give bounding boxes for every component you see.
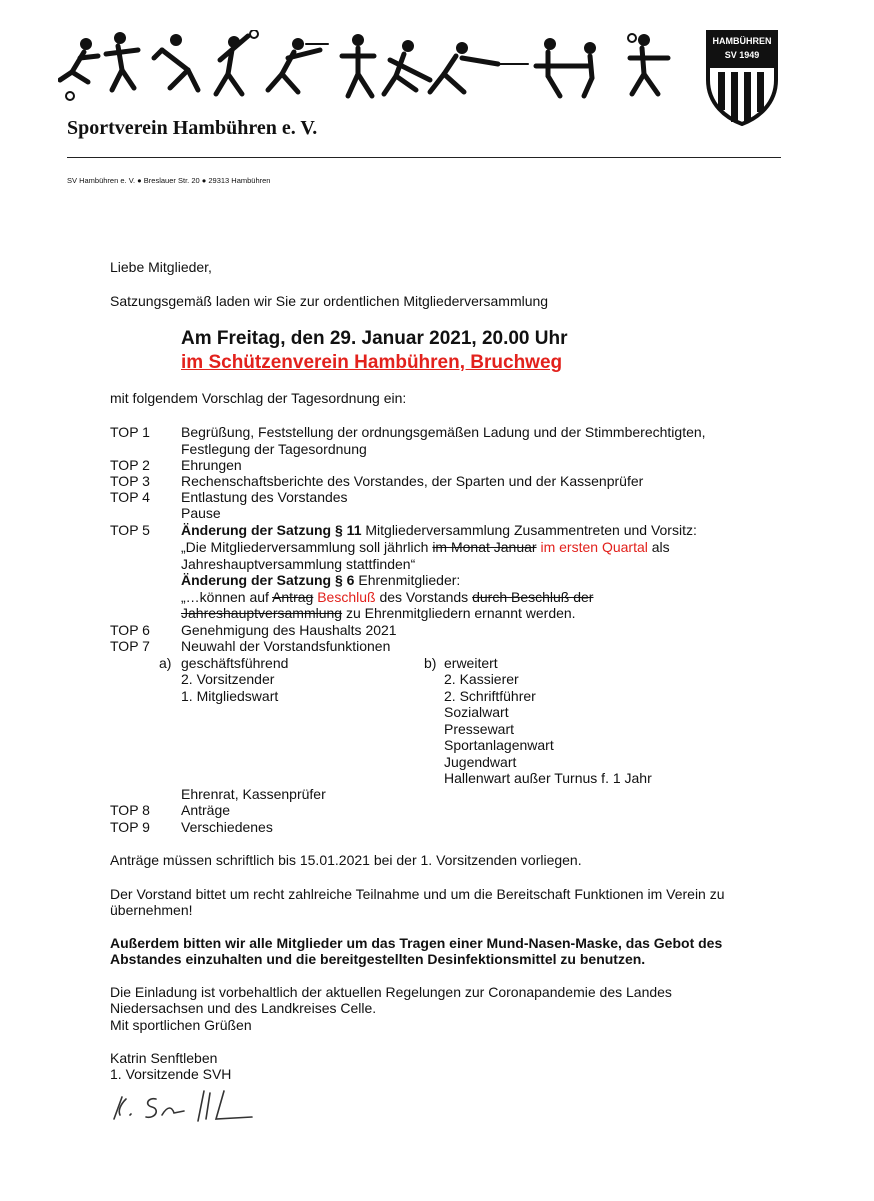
group-b-item: Sozialwart xyxy=(444,704,509,720)
top-label: TOP 8 xyxy=(110,802,150,818)
group-b-marker: b) xyxy=(424,655,437,671)
quote-text: „…können auf xyxy=(181,589,273,605)
top7-text: Neuwahl der Vorstandsfunktionen xyxy=(181,638,391,654)
top-label: TOP 3 xyxy=(110,473,150,489)
club-name: Sportverein Hambühren e. V. xyxy=(67,117,318,139)
top-label: TOP 5 xyxy=(110,522,150,538)
intro: Satzungsgemäß laden wir Sie zur ordentlichen Mitgliederversammlung xyxy=(110,293,549,309)
top9-text: Verschiedenes xyxy=(181,819,273,835)
top8-text: Anträge xyxy=(181,802,231,818)
gymnastics-icon xyxy=(154,34,198,90)
group-b-item: Hallenwart außer Turnus f. 1 Jahr xyxy=(444,770,652,786)
top1-text: Begrüßung, Feststellung der ordnungsgemäßen Ladung und der Stimmberechtigten, xyxy=(181,424,706,440)
basketball-icon xyxy=(216,30,258,94)
vorstand-text: Der Vorstand bittet um recht zahlreiche Teilnahme und um die Bereitschaft Funktionen im Verein zu xyxy=(110,886,725,902)
agenda-intro: mit folgendem Vorschlag der Tagesordnung ein: xyxy=(110,390,407,406)
corona-notice-cont: Niedersachsen und des Landkreises Celle. xyxy=(110,1000,377,1016)
vorstand-text-cont: übernehmen! xyxy=(110,902,193,918)
meeting-date: Am Freitag, den 29. Januar 2021, 20.00 Uhr xyxy=(181,328,568,349)
handwritten-signature xyxy=(112,1085,262,1125)
meeting-location: im Schützenverein Hambühren, Bruchweg xyxy=(181,352,563,373)
antraege-note: Anträge müssen schriftlich bis 15.01.2021 bei der 1. Vorsitzenden vorliegen. xyxy=(110,852,582,868)
group-b-item: Pressewart xyxy=(444,721,515,737)
inserted-text: im ersten Quartal xyxy=(536,539,648,555)
group-a-item: 2. Vorsitzender xyxy=(181,671,275,687)
badminton-icon xyxy=(628,34,668,94)
header-divider xyxy=(67,157,781,158)
top1-text-cont: Festlegung der Tagesordnung xyxy=(181,441,367,457)
top5-quote-2-cont xyxy=(181,605,576,622)
top5-heading-1-bold: Änderung der Satzung § 11 xyxy=(181,522,362,538)
salutation: Liebe Mitglieder, xyxy=(110,259,212,275)
top5-heading-1 xyxy=(181,522,697,539)
group-b-item: Jugendwart xyxy=(444,754,517,770)
soccer-player-icon xyxy=(60,38,98,100)
crest-name: HAMBÜHREN xyxy=(712,36,772,46)
top-label: TOP 2 xyxy=(110,457,150,473)
signer-name: Katrin Senftleben xyxy=(110,1050,218,1066)
group-b-item: 2. Schriftführer xyxy=(444,688,536,704)
struck-text: Jahreshauptversammlung xyxy=(181,605,343,621)
top3-text: Rechenschaftsberichte des Vorstandes, der Sparten und der Kassenprüfer xyxy=(181,473,644,489)
top5-quote-2 xyxy=(181,589,593,606)
top-label: TOP 1 xyxy=(110,424,150,440)
handball-player-icon xyxy=(106,32,138,90)
quote-text: des Vorstands xyxy=(375,589,473,605)
crest-year: SV 1949 xyxy=(724,50,760,60)
group-b-item: Sportanlagenwart xyxy=(444,737,554,753)
table-player-icon xyxy=(536,38,596,96)
top-label: TOP 7 xyxy=(110,638,150,654)
corona-notice: Die Einladung ist vorbehaltlich der aktuellen Regelungen zur Coronapandemie des Landes xyxy=(110,984,672,1000)
dance-icon xyxy=(342,34,374,96)
group-a-marker: a) xyxy=(159,655,172,671)
group-b-item: erweitert xyxy=(444,655,498,671)
top6-text: Genehmigung des Haushalts 2021 xyxy=(181,622,397,638)
top5-heading-2 xyxy=(181,572,460,589)
table-tennis-icon xyxy=(268,38,328,92)
top-label: TOP 9 xyxy=(110,819,150,835)
club-address: SV Hambühren e. V. ● Breslauer Str. 20 ● 29313 Hambühren xyxy=(67,176,271,185)
signer-role: 1. Vorsitzende SVH xyxy=(110,1066,232,1082)
top-label: TOP 4 xyxy=(110,489,150,505)
group-a-item: 1. Mitgliedswart xyxy=(181,688,279,704)
quote-text: als xyxy=(647,539,670,555)
top7-extra: Ehrenrat, Kassenprüfer xyxy=(181,786,326,802)
group-b-item: 2. Kassierer xyxy=(444,671,519,687)
sports-pictogram-banner xyxy=(58,30,684,106)
top4-text: Entlastung des Vorstandes xyxy=(181,489,348,505)
inserted-text: Beschluß xyxy=(313,589,376,605)
top5-heading-2-rest: Ehrenmitglieder: xyxy=(354,572,461,588)
pause-text: Pause xyxy=(181,505,221,521)
top5-quote-1-cont: Jahreshauptversammlung stattfinden“ xyxy=(181,556,416,572)
quote-text: „Die Mitgliederversammlung soll jährlich xyxy=(181,539,433,555)
top5-heading-1-rest: Mitgliederversammlung Zusammentreten und Vorsitz: xyxy=(361,522,697,538)
top5-heading-2-bold: Änderung der Satzung § 6 xyxy=(181,572,355,588)
mask-notice-cont: Abstandes einzuhalten und die bereitgestellten Desinfektionsmittel zu benutzen. xyxy=(110,951,646,967)
struck-text: Antrag xyxy=(272,589,314,605)
quote-text: zu Ehrenmitgliedern ernannt werden. xyxy=(342,605,576,621)
group-a-item: geschäftsführend xyxy=(181,655,289,671)
struck-text: im Monat Januar xyxy=(432,539,537,555)
top5-quote-1 xyxy=(181,539,670,556)
hockey-icon xyxy=(384,40,430,94)
closing: Mit sportlichen Grüßen xyxy=(110,1017,252,1033)
top-label: TOP 6 xyxy=(110,622,150,638)
mask-notice: Außerdem bitten wir alle Mitglieder um das Tragen einer Mund-Nasen-Maske, das Gebot des xyxy=(110,935,723,951)
fencing-icon xyxy=(430,42,528,92)
struck-text: durch Beschluß der xyxy=(472,589,594,605)
top2-text: Ehrungen xyxy=(181,457,242,473)
